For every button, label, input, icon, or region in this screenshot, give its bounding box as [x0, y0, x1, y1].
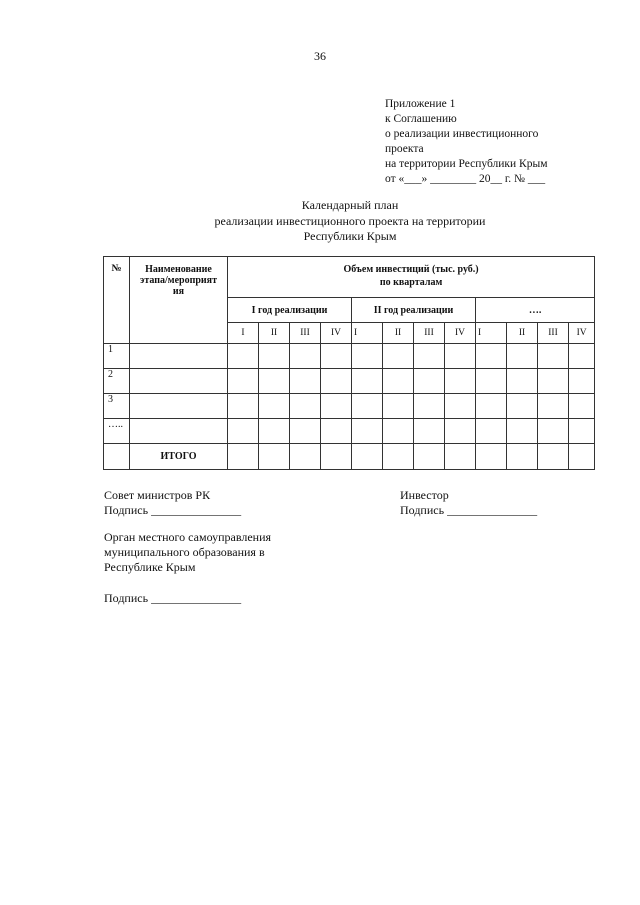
value-cell [414, 444, 445, 470]
header-quarter: III [414, 323, 445, 344]
page-number: 36 [314, 49, 326, 63]
header-number: № [104, 257, 130, 344]
local-signature-line: Подпись _______________ [104, 591, 242, 605]
value-cell [538, 419, 569, 444]
value-cell [228, 419, 259, 444]
council-signature-block [104, 488, 241, 518]
value-cell [507, 369, 538, 394]
local-authority-line: муниципального образования в [104, 545, 265, 559]
value-cell [569, 444, 595, 470]
appendix-line: о реализации инвестиционного [385, 128, 539, 140]
value-cell [228, 369, 259, 394]
value-cell [383, 344, 414, 369]
investment-schedule-table [103, 256, 595, 470]
value-cell [321, 369, 352, 394]
value-cell [476, 444, 507, 470]
value-cell [290, 344, 321, 369]
value-cell [228, 394, 259, 419]
plan-title-line: Календарный план [301, 198, 399, 212]
value-cell [352, 444, 383, 470]
value-cell [352, 419, 383, 444]
table-row [104, 344, 595, 369]
row-number: 2 [104, 369, 130, 394]
appendix-line: Приложение 1 [385, 98, 456, 110]
value-cell [383, 394, 414, 419]
header-name-line: ия [172, 286, 185, 297]
value-cell [476, 419, 507, 444]
value-cell [538, 394, 569, 419]
value-cell [321, 344, 352, 369]
value-cell [259, 419, 290, 444]
header-volume-line: Объем инвестиций (тыс. руб.) [343, 264, 479, 275]
value-cell [383, 419, 414, 444]
value-cell [445, 444, 476, 470]
value-cell [538, 444, 569, 470]
header-quarter: IV [445, 323, 476, 344]
header-quarter: IV [569, 323, 595, 344]
local-signature-block [104, 591, 241, 606]
investor-signature-block [400, 488, 537, 518]
investor-name: Инвестор [400, 488, 449, 502]
header-name [130, 257, 228, 344]
value-cell [538, 344, 569, 369]
value-cell [290, 369, 321, 394]
row-number: ….. [104, 419, 130, 444]
row-name-cell [130, 344, 228, 369]
header-quarter: III [290, 323, 321, 344]
value-cell [290, 444, 321, 470]
value-cell [476, 344, 507, 369]
header-quarter: IV [321, 323, 352, 344]
header-quarter: II [259, 323, 290, 344]
total-row [104, 444, 595, 470]
value-cell [569, 419, 595, 444]
value-cell [445, 394, 476, 419]
value-cell [321, 444, 352, 470]
plan-title-line: Республики Крым [303, 229, 397, 243]
investor-signature-line: Подпись _______________ [400, 503, 538, 517]
local-authority-block [104, 530, 271, 575]
value-cell [414, 419, 445, 444]
header-volume [228, 257, 595, 298]
value-cell [352, 344, 383, 369]
table-row [104, 419, 595, 444]
header-volume-line: по кварталам [379, 277, 443, 288]
appendix-line: от «___» ________ 20__ г. № ___ [385, 173, 546, 185]
header-year-2: II год реализации [352, 298, 476, 323]
value-cell [507, 344, 538, 369]
header-quarter: II [507, 323, 538, 344]
value-cell [321, 394, 352, 419]
row-name-cell [130, 369, 228, 394]
value-cell [414, 369, 445, 394]
plan-title-line: реализации инвестиционного проекта на территории [214, 213, 486, 228]
value-cell [507, 394, 538, 419]
local-authority-line: Республике Крым [104, 560, 196, 574]
value-cell [569, 394, 595, 419]
appendix-line: проекта [385, 143, 424, 155]
appendix-line: к Соглашению [385, 113, 457, 125]
header-name-line: Наименование [145, 264, 212, 275]
header-quarter: I [352, 323, 383, 344]
row-number: 1 [104, 344, 130, 369]
value-cell [476, 394, 507, 419]
header-quarter: I [476, 323, 507, 344]
value-cell [476, 369, 507, 394]
value-cell [228, 344, 259, 369]
total-number-cell [104, 444, 130, 470]
header-name-line: этапа/мероприят [140, 275, 217, 286]
value-cell [290, 419, 321, 444]
row-number: 3 [104, 394, 130, 419]
value-cell [290, 394, 321, 419]
row-name-cell [130, 394, 228, 419]
value-cell [259, 444, 290, 470]
total-label: ИТОГО [130, 444, 228, 470]
value-cell [352, 394, 383, 419]
appendix-block [385, 97, 547, 187]
value-cell [383, 369, 414, 394]
value-cell [507, 419, 538, 444]
table-row [104, 369, 595, 394]
header-quarter: II [383, 323, 414, 344]
value-cell [569, 369, 595, 394]
value-cell [538, 369, 569, 394]
value-cell [445, 344, 476, 369]
value-cell [321, 419, 352, 444]
header-quarter: I [228, 323, 259, 344]
row-name-cell [130, 419, 228, 444]
value-cell [352, 369, 383, 394]
value-cell [507, 444, 538, 470]
header-quarter: III [538, 323, 569, 344]
value-cell [259, 394, 290, 419]
local-authority-line: Орган местного самоуправления [104, 530, 272, 544]
value-cell [383, 444, 414, 470]
header-year-more: …. [476, 298, 595, 323]
value-cell [445, 419, 476, 444]
header-year-1: I год реализации [228, 298, 352, 323]
value-cell [414, 394, 445, 419]
value-cell [259, 344, 290, 369]
table-row [104, 394, 595, 419]
value-cell [259, 369, 290, 394]
value-cell [569, 344, 595, 369]
value-cell [445, 369, 476, 394]
appendix-line: на территории Республики Крым [385, 158, 548, 170]
council-signature-line: Подпись _______________ [104, 503, 242, 517]
value-cell [414, 344, 445, 369]
plan-title [0, 198, 640, 245]
council-name: Совет министров РК [104, 488, 211, 502]
value-cell [228, 444, 259, 470]
